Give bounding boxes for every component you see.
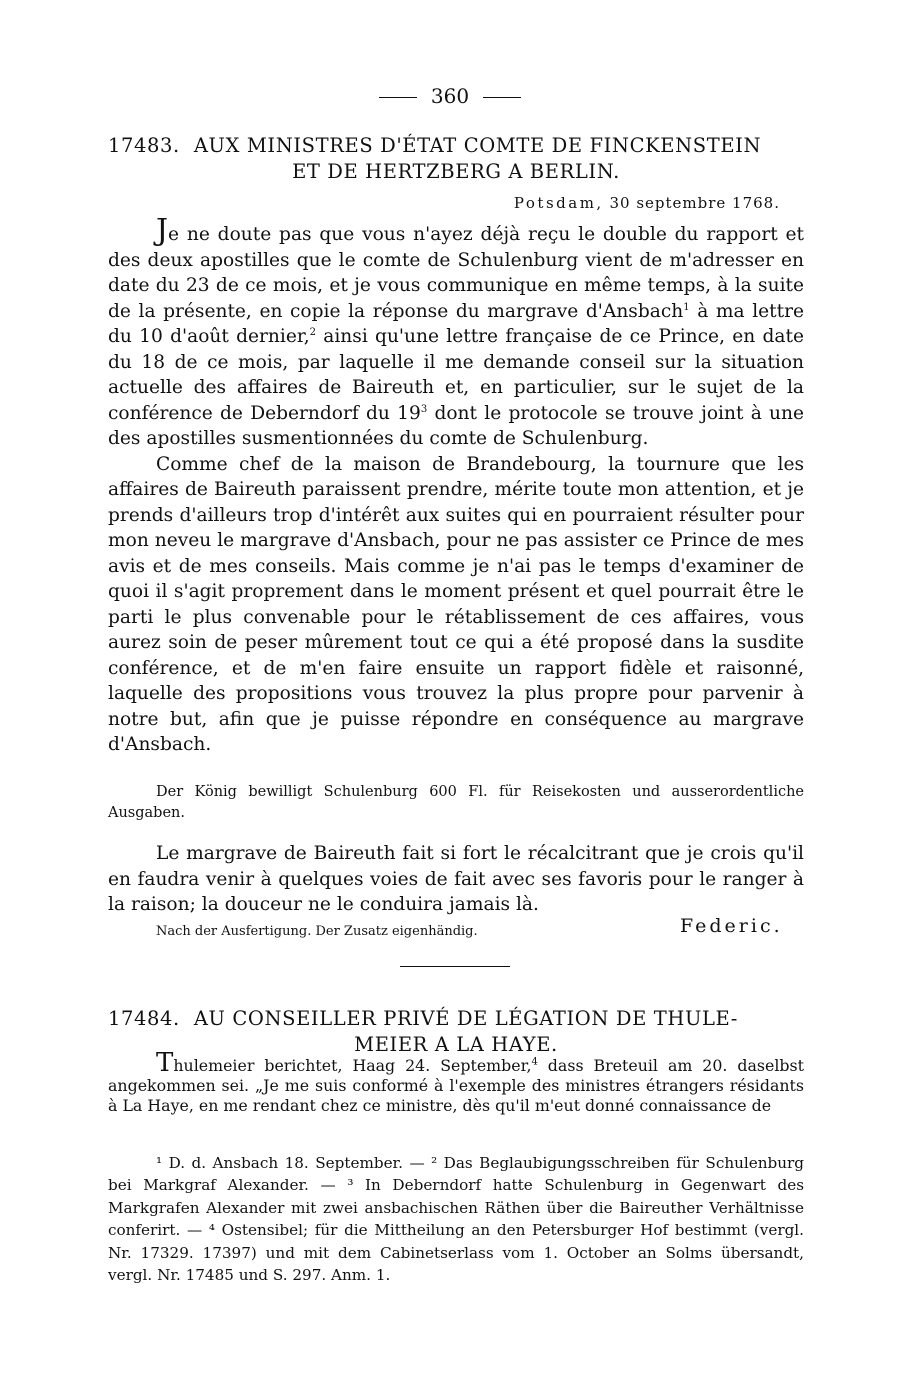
drop-cap: T [156,1048,174,1078]
footnote-ref-4: 4 [531,1056,538,1068]
footnote-ref-3: 3 [420,403,428,415]
heading-line-2: ET DE HERTZBERG A BERLIN. [292,160,620,183]
footnote-text: ¹ D. d. Ansbach 18. September. — ² Das Beglaubigungsschreiben für Schulenburg bei Markgraf Alexander. — ³ In Deberndorf hatte Schulenburg in Gegenwart des Markgrafen Alexander mit zwei ansbachischen Räthen über die Baireuther Verhältnisse conferirt. — ⁴ Ostensibel; für die Mittheilung an den Petersburger Hof bestimmt (vergl. Nr. 17329. 17397) und mit dem Cabinetserlass vom 1. October an Solms übersandt, vergl. Nr. 17485 und S. 297. Anm. 1. [108,1154,804,1285]
dateline [514,194,780,212]
source-note: Nach der Ausfertigung. Der Zusatz eigenhändig. [156,924,478,939]
signature: Federic. [680,915,783,937]
dateline-place: Potsdam, [513,194,604,212]
letter-number: 17483. [108,134,180,157]
editorial-note: Der König bewilligt Schulenburg 600 Fl. für Reisekosten und ausserordentliche Ausgaben. [108,784,804,821]
letter-17484-body: Thulemeier berichtet, Haag 24. September,$^4$ dass Breteuil am 20. daselbst angekommen sei. „Je me suis conformé à l'exemple des ministres étrangers résidants à La Haye, en me rendant chez ce ministre, dès qu'il m'eut donné connaissance de [108,1048,804,1115]
letter-17483-heading [108,133,804,185]
footnotes [108,1152,804,1286]
paragraph-3: Le margrave de Baireuth fait si fort le récalcitrant que je crois qu'il en faudra venir à quelques voies de fait avec ses favoris pour le ranger à la raison; la douceur ne le conduira jamais là. [108,843,804,915]
letter-number: 17484. [108,1007,180,1030]
postscript [108,841,804,918]
dateline-date: 30 septembre 1768. [609,194,780,212]
page-number: 360 [430,84,470,108]
heading-line-2: MEIER A LA HAYE. [354,1033,558,1056]
letter-17483-body [108,213,804,758]
footnote-ref-1: 1 [683,301,690,313]
heading-line-1: AUX MINISTRES D'ÉTAT COMTE DE FINCKENSTEIN [193,134,762,157]
footnote-ref-2: 2 [309,326,316,338]
right-rule [483,97,521,98]
left-rule [379,97,417,98]
letter-17484-heading [108,1006,804,1058]
paragraph-1: Je ne doute pas que vous n'ayez déjà reçu le double du rapport et des deux apostilles que le comte de Schulenburg vient de m'adresser en date du 23 de ce mois, et je vous communique en même temps, à la suite de la présente, en copie la réponse du margrave d'Ansbach$^1$ à ma lettre du 10 d'août dernier,$^2$ ainsi qu'une lettre française de ce Prince, en date du 18 de ce mois, par laquelle il me demande conseil sur la situation actuelle des affaires de Baireuth et, en particulier, sur le sujet de la conférence de Deberndorf du $19^3$ dont le protocole se trouve joint à une des apostilles susmentionnées du comte de Schulenburg. [108,213,804,449]
paragraph-2: Comme chef de la maison de Brandebourg, la tournure que les affaires de Baireuth paraissent prendre, mérite toute mon attention, et je prends d'ailleurs trop d'intérêt aux suites qui en pourraient résulter pour mon neveu le margrave d'Ansbach, pour ne pas assister ce Prince de mes avis et de mes conseils. Mais comme je n'ai pas le temps d'examiner de quoi il s'agit proprement dans le moment présent et quel pourrait être le parti le plus convenable pour le rétablissement de ces affaires, vous aurez soin de peser mûrement tout ce qui a été proposé dans la susdite conférence, et de m'en faire ensuite un rapport fidèle et raisonné, laquelle des propositions vous trouvez la plus propre pour parvenir à notre but, afin que je puisse répondre en conséquence au margrave d'Ansbach. [108,453,804,755]
drop-cap: J [156,213,169,248]
page-number-header [0,84,900,108]
heading-line-1: AU CONSEILLER PRIVÉ DE LÉGATION DE THULE- [193,1007,738,1030]
section-separator [400,966,510,967]
